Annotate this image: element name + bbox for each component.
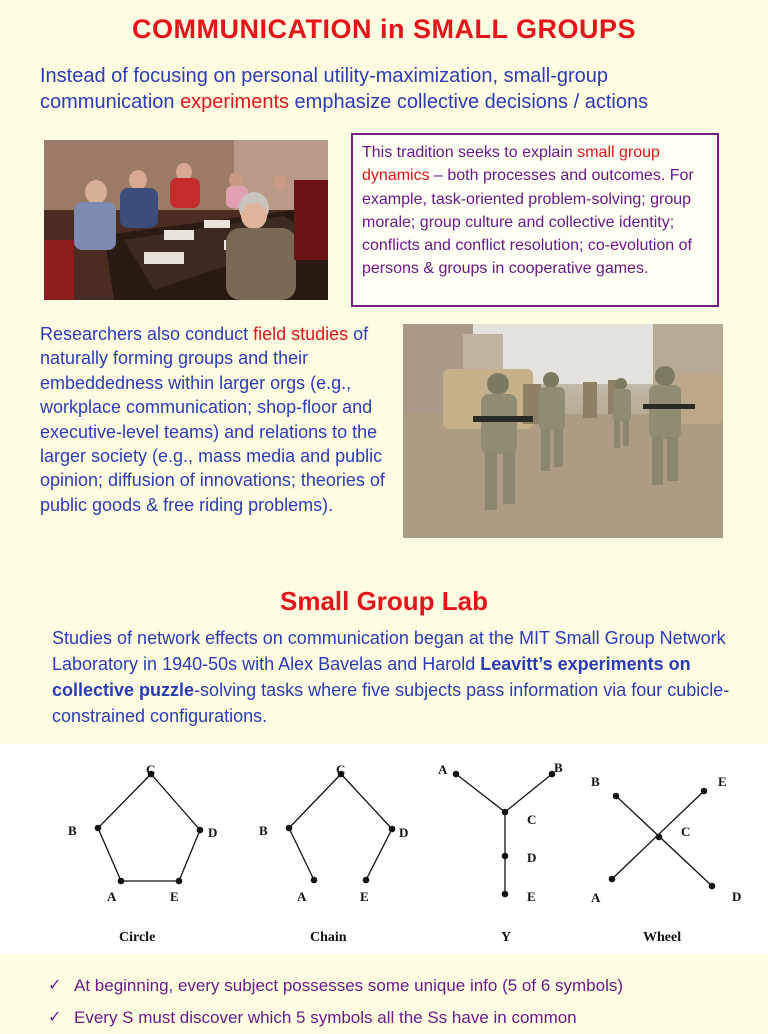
y-node-d	[502, 853, 509, 860]
field-highlight: field studies	[253, 324, 349, 344]
field-part1: Researchers also conduct	[40, 324, 254, 344]
circle-name: Circle	[119, 930, 156, 945]
chain-edges	[289, 774, 392, 880]
chain-node-a	[311, 877, 318, 884]
y-node-a	[453, 771, 460, 778]
circle-label-a: A	[107, 889, 117, 904]
wheel-label-a: A	[591, 890, 601, 905]
intro-part2: emphasize collective decisions / actions	[289, 91, 649, 113]
chain-label-b: B	[259, 823, 268, 838]
wheel-node-a	[609, 876, 616, 883]
y-node-e	[502, 891, 509, 898]
y-name: Y	[501, 930, 512, 945]
field-part2: of naturally forming groups and their embeddedness within larger orgs (e.g., workplace communication; shop-floor and executive-level teams) and relations to the larger society (e.g., mass media and public opinion; diffusion of innovations; theories of public goods & free riding problems).	[40, 324, 385, 515]
circle-node-a	[118, 878, 125, 885]
wheel-node-c	[656, 834, 663, 841]
wheel-label-b: B	[591, 774, 600, 789]
circle-node-e	[176, 878, 183, 885]
lab-part1: Studies of network effects on communication began at the MIT Small Group Network Laboratory in 1940-50s with Alex Bavelas and Harold	[52, 628, 726, 674]
wheel-node-b	[613, 793, 620, 800]
check-icon: ✓	[48, 1009, 62, 1026]
task-bullets	[48, 970, 748, 1034]
network-diagrams	[0, 744, 768, 954]
y-label-e: E	[527, 889, 536, 904]
bullet-item	[48, 970, 748, 1002]
page-title: COMMUNICATION in SMALL GROUPS	[132, 14, 636, 44]
chain-label-a: A	[297, 889, 307, 904]
wheel-label-c: C	[681, 824, 691, 839]
y-node-c	[502, 809, 509, 816]
wheel-label-d: D	[732, 889, 742, 904]
circle-node-b	[95, 825, 102, 832]
wheel-edge-b-d	[616, 796, 712, 886]
chain-node-d	[389, 826, 396, 833]
intro-part1: Instead of focusing on personal utility-maximization, small-group communication	[40, 65, 609, 113]
chain-label-e: E	[360, 889, 369, 904]
y-branch-edges	[456, 774, 552, 812]
field-studies-text	[40, 322, 392, 517]
bullet-text: At beginning, every subject possesses some unique info (5 of 6 symbols)	[74, 976, 624, 995]
circle-edges	[98, 774, 200, 881]
y-label-b: B	[554, 760, 563, 775]
check-icon: ✓	[48, 977, 62, 994]
intro-text	[40, 63, 740, 115]
lab-title: Small Group Lab	[279, 586, 489, 616]
bullet-item	[48, 1002, 748, 1034]
circle-label-c: C	[146, 762, 156, 777]
bullet-text: Every S must discover which 5 symbols all the Ss have in common	[74, 1008, 577, 1027]
wheel-name: Wheel	[643, 930, 682, 945]
box-part1: This tradition seeks to explain	[362, 144, 578, 161]
y-label-d: D	[527, 850, 537, 865]
meeting-photo	[44, 140, 328, 300]
box-part2: – both processes and outcomes. For example, task-oriented problem-solving; group morale; group culture and collective identity; conflicts and conflict resolution; co-evolution of persons & groups in cooperative games.	[362, 167, 694, 278]
lab-text	[52, 625, 742, 729]
chain-node-b	[286, 825, 293, 832]
wheel-label-e: E	[718, 774, 727, 789]
circle-label-d: D	[208, 825, 218, 840]
circle-label-e: E	[170, 889, 179, 904]
lab-part2: -solving tasks where five subjects pass information via four cubicle-constrained configurations.	[52, 680, 730, 726]
chain-name: Chain	[310, 930, 347, 945]
soldiers-photo	[403, 324, 723, 538]
intro-highlight: experiments	[180, 91, 289, 113]
chain-node-e	[363, 877, 370, 884]
y-label-c: C	[527, 812, 537, 827]
meeting-photo-art	[44, 140, 328, 300]
group-dynamics-box	[351, 133, 719, 307]
lab-bold: Leavitt’s experiments on collective puzzle	[52, 654, 691, 700]
y-label-a: A	[438, 762, 448, 777]
chain-label-d: D	[399, 825, 409, 840]
box-highlight: small group dynamics	[362, 144, 660, 185]
network-diagrams-svg	[0, 744, 768, 954]
wheel-node-e	[701, 788, 708, 795]
circle-label-b: B	[68, 823, 77, 838]
soldiers-photo-art	[403, 324, 723, 538]
chain-label-c: C	[336, 762, 346, 777]
circle-node-d	[197, 827, 204, 834]
wheel-node-d	[709, 883, 716, 890]
